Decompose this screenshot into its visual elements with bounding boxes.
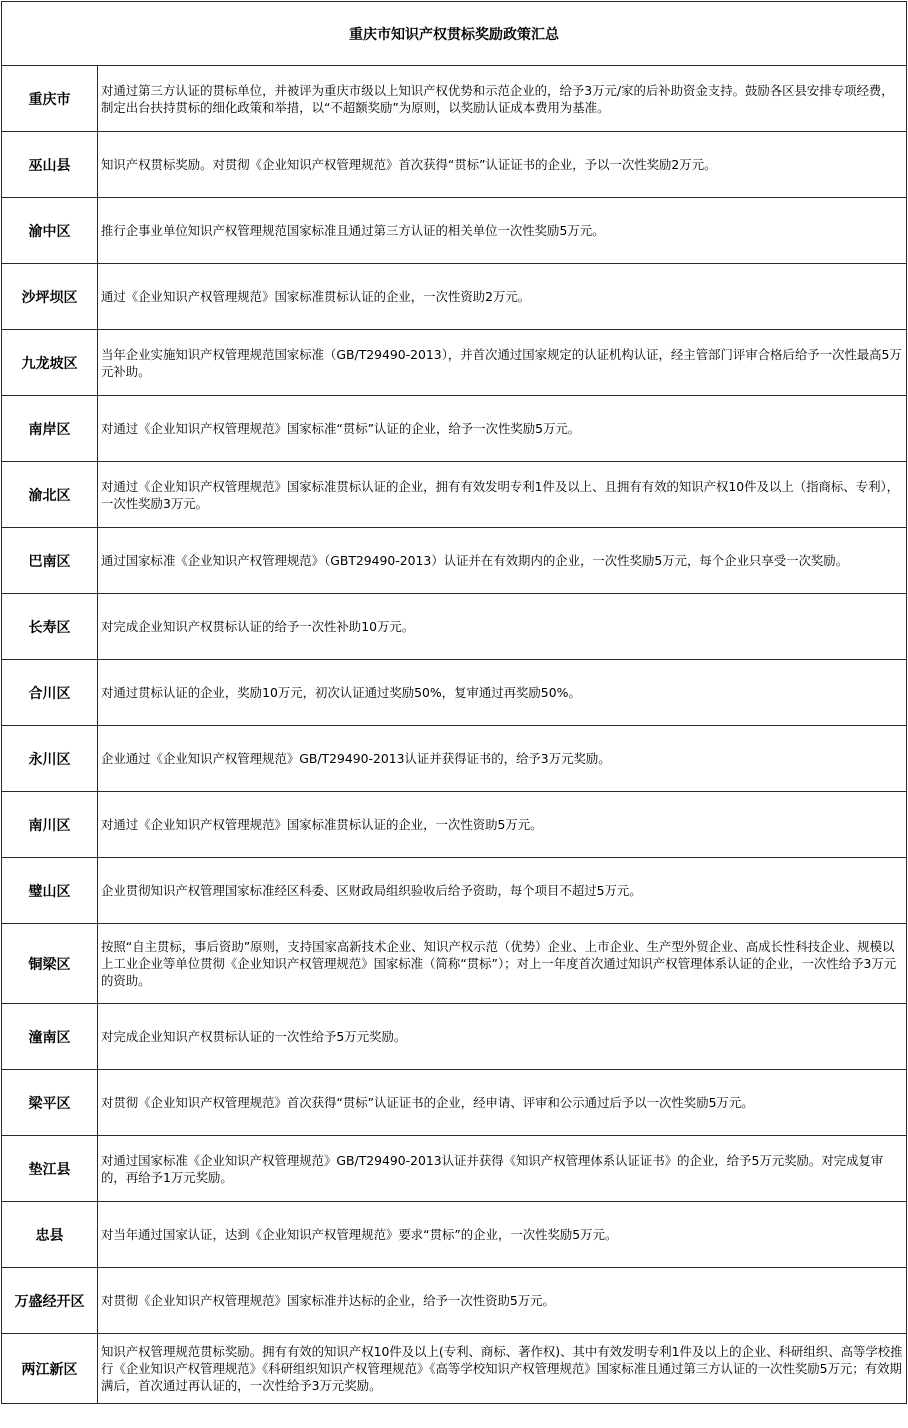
region-cell: 重庆市 (2, 66, 98, 132)
table-row (2, 396, 907, 462)
table-row (2, 1070, 907, 1136)
policy-cell: 对通过贯标认证的企业，奖励10万元，初次认证通过奖励50%，复审通过再奖励50%。 (98, 660, 907, 726)
policy-cell: 对完成企业知识产权贯标认证的一次性给予5万元奖励。 (98, 1004, 907, 1070)
policy-cell: 通过国家标准《企业知识产权管理规范》（GBT29490-2013）认证并在有效期内的企业，一次性奖励5万元，每个企业只享受一次奖励。 (98, 528, 907, 594)
table-row (2, 330, 907, 396)
region-cell: 垫江县 (2, 1136, 98, 1202)
table-row (2, 924, 907, 1004)
policy-cell: 对贯彻《企业知识产权管理规范》国家标准并达标的企业，给予一次性资助5万元。 (98, 1268, 907, 1334)
region-cell: 南岸区 (2, 396, 98, 462)
table-row (2, 1004, 907, 1070)
region-cell: 合川区 (2, 660, 98, 726)
policy-cell: 对通过《企业知识产权管理规范》国家标准“贯标”认证的企业，给予一次性奖励5万元。 (98, 396, 907, 462)
policy-cell: 知识产权贯标奖励。对贯彻《企业知识产权管理规范》首次获得“贯标”认证证书的企业，予以一次性奖励2万元。 (98, 132, 907, 198)
policy-cell: 对通过《企业知识产权管理规范》国家标准贯标认证的企业，一次性资助5万元。 (98, 792, 907, 858)
region-cell: 沙坪坝区 (2, 264, 98, 330)
policy-cell: 对当年通过国家认证，达到《企业知识产权管理规范》要求“贯标”的企业，一次性奖励5万元。 (98, 1202, 907, 1268)
table-row (2, 264, 907, 330)
table-row (2, 858, 907, 924)
table-row (2, 594, 907, 660)
region-cell: 巫山县 (2, 132, 98, 198)
region-cell: 永川区 (2, 726, 98, 792)
region-cell: 长寿区 (2, 594, 98, 660)
policy-cell: 对通过《企业知识产权管理规范》国家标准贯标认证的企业，拥有有效发明专利1件及以上、且拥有有效的知识产权10件及以上（指商标、专利），一次性奖励3万元。 (98, 462, 907, 528)
region-cell: 渝中区 (2, 198, 98, 264)
policy-cell: 对通过国家标准《企业知识产权管理规范》GB/T29490-2013认证并获得《知识产权管理体系认证证书》的企业，给予5万元奖励。对完成复审的，再给予1万元奖励。 (98, 1136, 907, 1202)
region-cell: 九龙坡区 (2, 330, 98, 396)
region-cell: 铜梁区 (2, 924, 98, 1004)
table-row (2, 726, 907, 792)
policy-cell: 对通过第三方认证的贯标单位，并被评为重庆市级以上知识产权优势和示范企业的，给予3万元/家的后补助资金支持。鼓励各区县安排专项经费，制定出台扶持贯标的细化政策和举措，以“不超额奖励”为原则，以奖励认证成本费用为基准。 (98, 66, 907, 132)
table-row (2, 462, 907, 528)
table-row (2, 1268, 907, 1334)
region-cell: 两江新区 (2, 1334, 98, 1404)
policy-table (1, 1, 907, 1404)
table-row (2, 132, 907, 198)
policy-cell: 知识产权管理规范贯标奖励。拥有有效的知识产权10件及以上(专利、商标、著作权)、其中有效发明专利1件及以上的企业、科研组织、高等学校推行《企业知识产权管理规范》《科研组织知识产权管理规范》《高等学校知识产权管理规范》国家标准且通过第三方认证的一次性奖励5万元；有效期满后，首次通过再认证的，一次性给予3万元奖励。 (98, 1334, 907, 1404)
table-row (2, 792, 907, 858)
table-header-row (2, 2, 907, 66)
table-title: 重庆市知识产权贯标奖励政策汇总 (2, 2, 907, 66)
table-row (2, 66, 907, 132)
table-row (2, 1202, 907, 1268)
table-row (2, 198, 907, 264)
region-cell: 潼南区 (2, 1004, 98, 1070)
policy-cell: 企业通过《企业知识产权管理规范》GB/T29490-2013认证并获得证书的，给予3万元奖励。 (98, 726, 907, 792)
policy-cell: 当年企业实施知识产权管理规范国家标准（GB/T29490-2013），并首次通过国家规定的认证机构认证，经主管部门评审合格后给予一次性最高5万元补助。 (98, 330, 907, 396)
region-cell: 巴南区 (2, 528, 98, 594)
region-cell: 南川区 (2, 792, 98, 858)
table-row (2, 1136, 907, 1202)
policy-cell: 按照“自主贯标，事后资助”原则，支持国家高新技术企业、知识产权示范（优势）企业、上市企业、生产型外贸企业、高成长性科技企业、规模以上工业企业等单位贯彻《企业知识产权管理规范》国家标准（简称“贯标”）；对上一年度首次通过知识产权管理体系认证的企业，一次性给予3万元的资助。 (98, 924, 907, 1004)
policy-cell: 企业贯彻知识产权管理国家标准经区科委、区财政局组织验收后给予资助，每个项目不超过5万元。 (98, 858, 907, 924)
policy-cell: 对完成企业知识产权贯标认证的给予一次性补助10万元。 (98, 594, 907, 660)
policy-cell: 推行企事业单位知识产权管理规范国家标准且通过第三方认证的相关单位一次性奖励5万元。 (98, 198, 907, 264)
policy-cell: 通过《企业知识产权管理规范》国家标准贯标认证的企业，一次性资助2万元。 (98, 264, 907, 330)
region-cell: 忠县 (2, 1202, 98, 1268)
policy-cell: 对贯彻《企业知识产权管理规范》首次获得“贯标”认证证书的企业，经申请、评审和公示通过后予以一次性奖励5万元。 (98, 1070, 907, 1136)
region-cell: 渝北区 (2, 462, 98, 528)
region-cell: 梁平区 (2, 1070, 98, 1136)
region-cell: 万盛经开区 (2, 1268, 98, 1334)
table-row (2, 528, 907, 594)
table-row (2, 660, 907, 726)
table-row (2, 1334, 907, 1404)
region-cell: 璧山区 (2, 858, 98, 924)
